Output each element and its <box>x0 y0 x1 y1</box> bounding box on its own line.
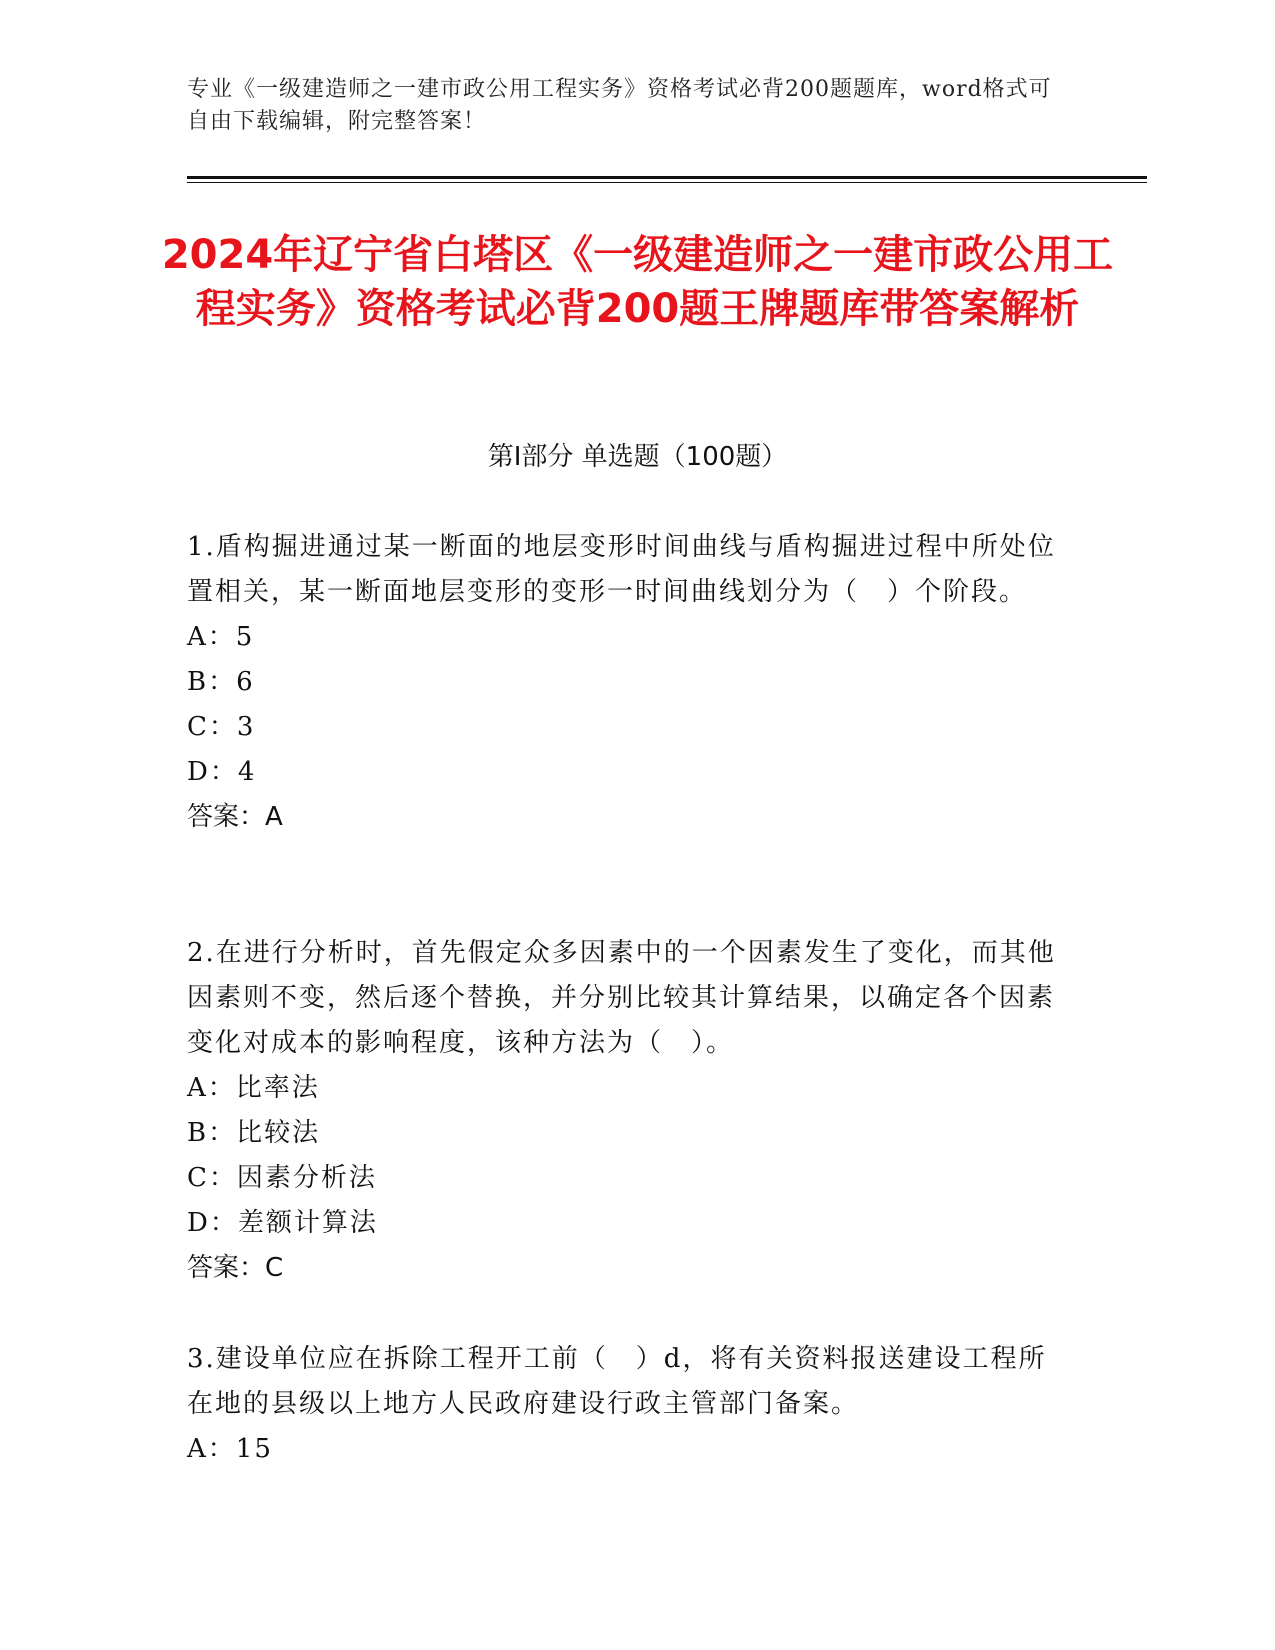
question-stem: 2.在进行分析时，首先假定众多因素中的一个因素发生了变化，而其他因素则不变，然后逐个替换，并分别比较其计算结果，以确定各个因素变化对成本的影响程度，该种方法为（ ）。 <box>187 938 1056 1058</box>
answer: 答案：C <box>187 1253 284 1283</box>
option-d: D：差额计算法 <box>187 1208 378 1238</box>
option-b: B：比较法 <box>187 1118 321 1148</box>
option-d: D：4 <box>187 757 257 787</box>
option-c: C：因素分析法 <box>187 1163 377 1193</box>
option-c: C：3 <box>187 712 256 742</box>
question-3 <box>187 1337 1067 1472</box>
question-stem: 1.盾构掘进通过某一断面的地层变形时间曲线与盾构掘进过程中所处位置相关，某一断面地层变形的变形一时间曲线划分为（ ）个阶段。 <box>187 532 1056 607</box>
answer: 答案：A <box>187 802 283 832</box>
question-2 <box>187 931 1067 1291</box>
option-a: A：5 <box>187 622 255 652</box>
option-b: B：6 <box>187 667 255 697</box>
question-stem: 3.建设单位应在拆除工程开工前（ ）d，将有关资料报送建设工程所在地的县级以上地方人民政府建设行政主管部门备案。 <box>187 1344 1047 1419</box>
header-rule-thick <box>187 176 1147 179</box>
header-rule-thin <box>187 182 1147 183</box>
section-title: 第Ⅰ部分 单选题（100题） <box>487 442 788 472</box>
question-1 <box>187 525 1067 840</box>
option-a: A：比率法 <box>187 1073 320 1103</box>
document-title: 2024年辽宁省白塔区《一级建造师之一建市政公用工程实务》资格考试必背200题王牌题库带答案解析 <box>161 232 1114 332</box>
option-a: A：15 <box>187 1434 273 1464</box>
header-note: 专业《一级建造师之一建市政公用工程实务》资格考试必背200题题库，word格式可自由下载编辑，附完整答案！ <box>187 77 1052 134</box>
